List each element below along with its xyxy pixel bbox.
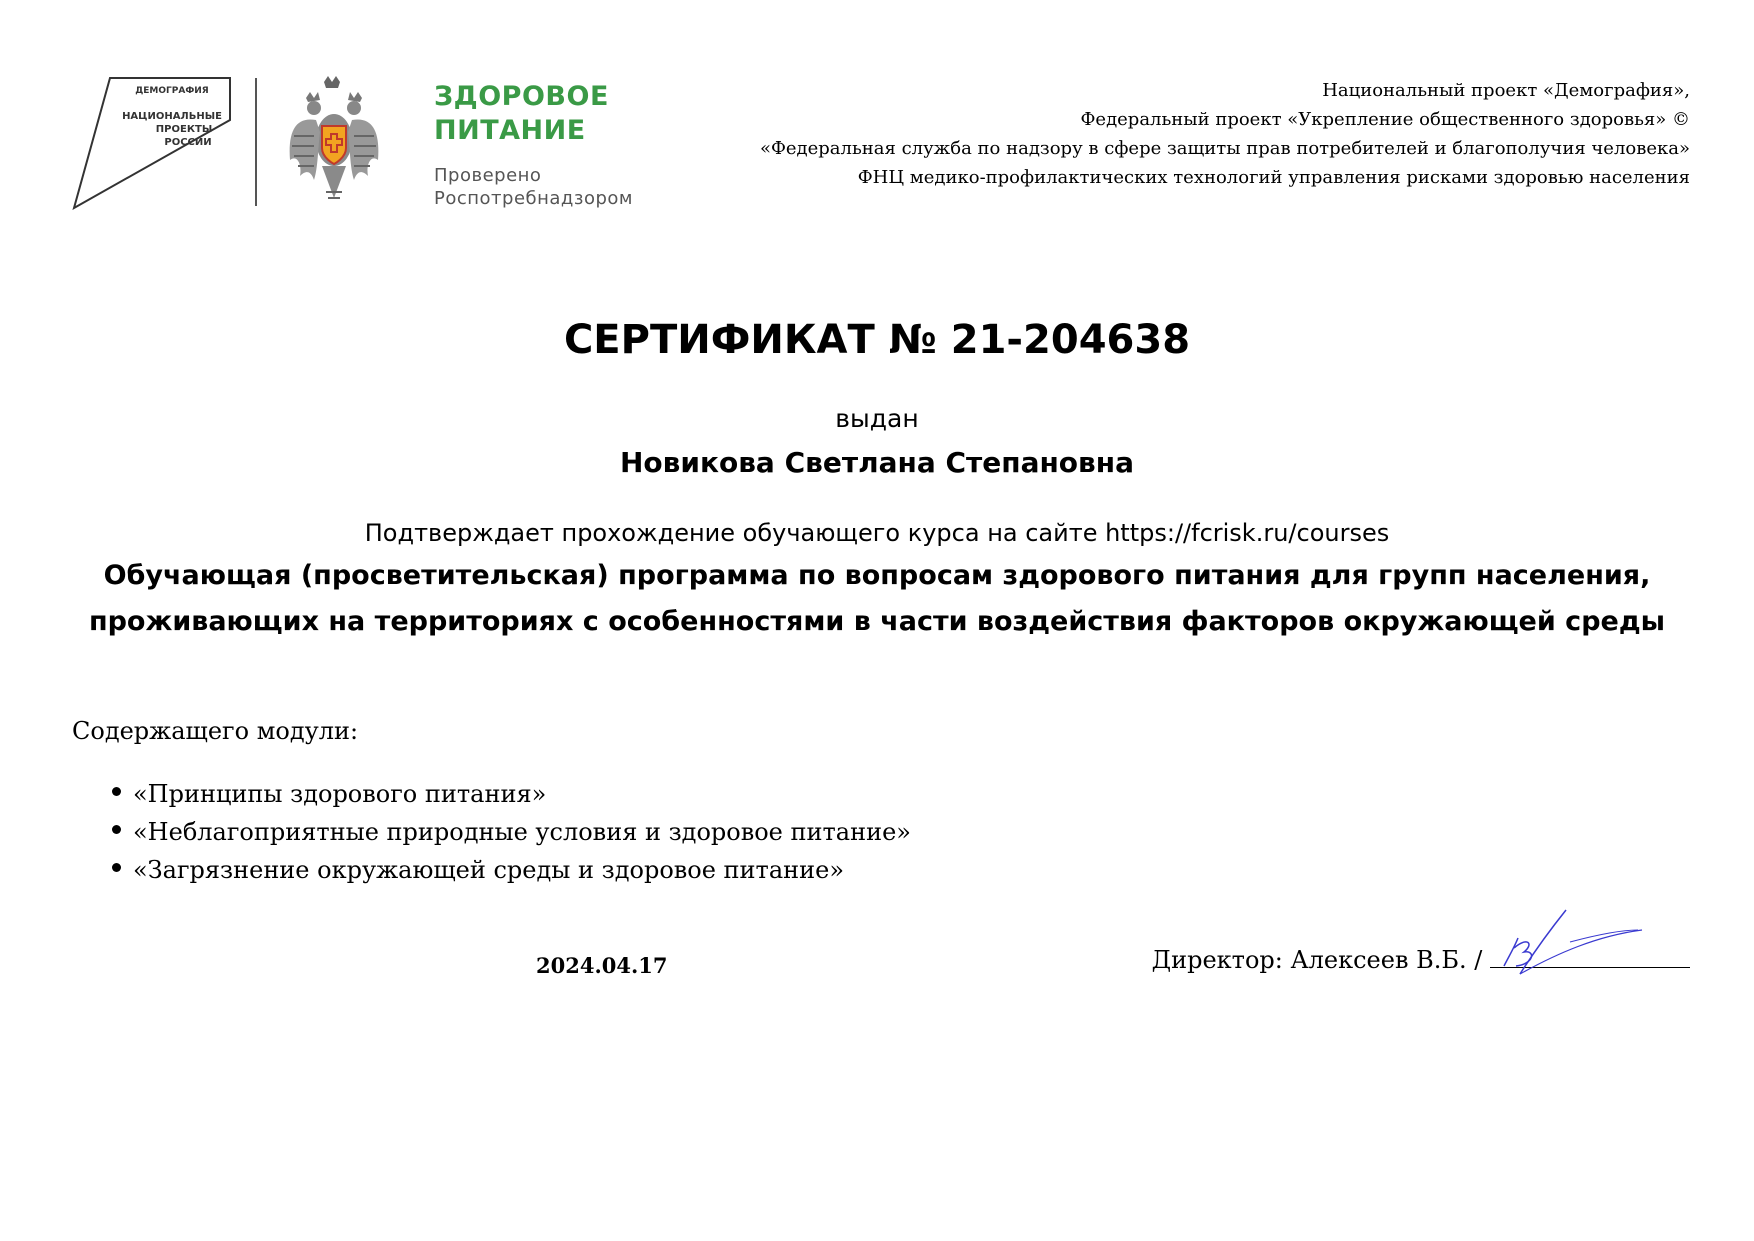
issue-date: 2024.04.17 [536, 953, 668, 978]
modules-label: Содержащего модули: [72, 717, 359, 745]
handwritten-signature [1500, 908, 1660, 982]
issued-label: выдан [835, 404, 919, 433]
healthy-eating-logo [434, 80, 674, 210]
healthy-eating-title-line-2: ПИТАНИЕ [434, 115, 586, 146]
module-item: «Принципы здорового питания» [106, 775, 911, 813]
np-line-1: НАЦИОНАЛЬНЫЕ [122, 111, 222, 122]
healthy-eating-title [434, 80, 674, 148]
np-line-3: РОССИИ [164, 137, 212, 148]
np-top-label: ДЕМОГРАФИЯ [135, 86, 209, 96]
header-issuers [760, 76, 1690, 192]
module-item: «Загрязнение окружающей среды и здоровое питание» [106, 851, 911, 889]
header-line-federal-project: Федеральный проект «Укрепление общественного здоровья» © [1080, 109, 1690, 130]
double-headed-eagle-emblem-icon [286, 76, 382, 206]
healthy-eating-title-line-1: ЗДОРОВОЕ [434, 81, 609, 112]
header-line-center: ФНЦ медико-профилактических технологий управления рисками здоровью населения [857, 167, 1690, 188]
healthy-eating-subtitle [434, 164, 674, 210]
header-line-service: «Федеральная служба по надзору в сфере защиты прав потребителей и благополучия человека» [759, 138, 1690, 159]
module-item: «Неблагоприятные природные условия и здоровое питание» [106, 813, 911, 851]
national-projects-logo [72, 76, 232, 210]
modules-list [106, 775, 911, 889]
course-confirmation: Подтверждает прохождение обучающего курса на сайте https://fcrisk.ru/courses [364, 519, 1390, 547]
director-label: Директор: Алексеев В.Б. / [1151, 946, 1483, 974]
healthy-eating-subtitle-line-1: Проверено [434, 165, 542, 186]
program-title: Обучающая (просветительская) программа по вопросам здорового питания для групп населения, проживающих на территориях с особенностями в части воздействия факторов окружающей среды [88, 560, 1666, 637]
healthy-eating-subtitle-line-2: Роспотребнадзором [434, 188, 633, 209]
header-line-national-project: Национальный проект «Демография», [1322, 80, 1690, 101]
certificate-title: СЕРТИФИКАТ № 21-204638 [563, 317, 1191, 363]
recipient-name: Новикова Светлана Степановна [619, 446, 1135, 479]
header-logos [72, 76, 672, 212]
logo-divider [255, 78, 257, 206]
np-line-2: ПРОЕКТЫ [155, 124, 213, 135]
